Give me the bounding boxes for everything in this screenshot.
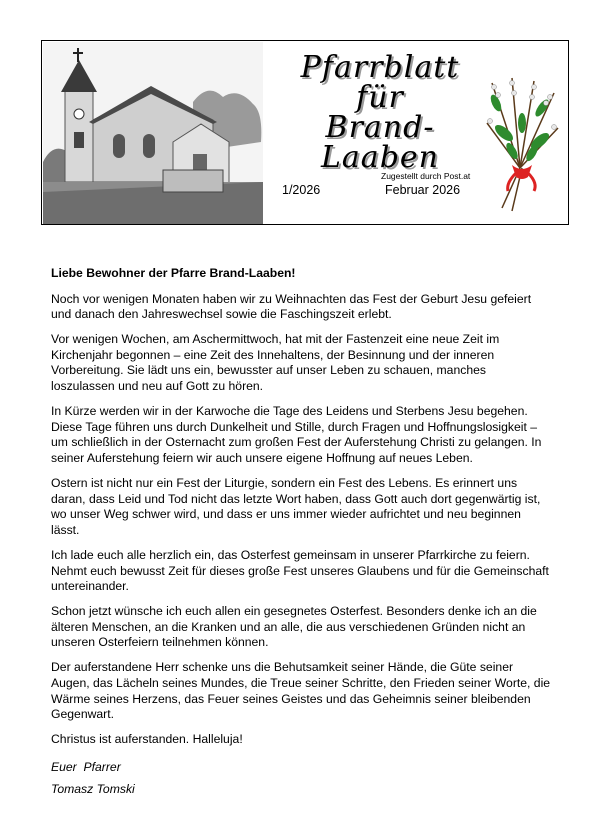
letter-signature: Tomasz Tomski xyxy=(51,782,135,796)
church-photo xyxy=(43,42,263,224)
letter-paragraph: Schon jetzt wünsche ich euch allen ein gesegnetes Osterfest. Besonders denke ich an die älteren Menschen, an die Kranken und an alle, die aus verschiedenen Gründen nicht an unseren Osterfeiern teilnehmen können. xyxy=(51,604,537,650)
letter-greeting: Liebe Bewohner der Pfarre Brand-Laaben! xyxy=(51,266,296,280)
letter-closing: Euer Pfarrer xyxy=(51,760,121,774)
letter-paragraph: Ostern ist nicht nur ein Fest der Liturgie, sondern ein Fest des Lebens. Es erinnert uns daran, dass Leid und Tod nicht das letzte Wort haben, dass Gott auch dort gegenwärtig ist, wo unser Weg schwer wird, und dass er uns immer wieder aufrichtet und neu beginnen lässt. xyxy=(51,476,541,537)
title-line-2: für xyxy=(356,80,404,115)
letter-paragraph: Ich lade euch alle herzlich ein, das Osterfest gemeinsam in unserer Pfarrkirche zu feiern. Nehmt euch bewusst Zeit für dieses große Fest unseres Glaubens und für die Gemeinschaft untereinander. xyxy=(51,547,549,594)
letter-paragraph: Der auferstandene Herr schenke uns die Behutsamkeit seiner Hände, die Güte seiner Augen, das Lächeln seines Mundes, die Treue seiner Schritte, den Frieden seiner Worte, die Wärme seines Herzens, das Feuer seines Geistes und das Geheimnis seiner bleibenden Gegenwart. xyxy=(51,660,551,722)
letter-paragraph: Noch vor wenigen Monaten haben wir zu Weihnachten das Fest der Geburt Jesu gefeiert und danach den Jahreswechsel sowie die Faschingszeit erlebt. xyxy=(51,291,532,322)
delivery-note: Zugestellt durch Post.at xyxy=(381,171,471,181)
newsletter-title xyxy=(270,50,490,175)
palm-bouquet-illustration xyxy=(482,73,562,213)
letter-paragraph: In Kürze werden wir in der Karwoche die Tage des Leidens und Sterbens Jesu begehen. Diese Tage führen uns durch Dunkelheit und Stille, durch Fragen und Hoffnungslosigkeit – um schließlich in der Osternacht zum großen Fest der Auferstehung Christi zu gelangen. In seiner Auferstehung feiern wir auch unsere eigene Hoffnung auf neues Leben. xyxy=(51,404,542,465)
letter-paragraph: Christus ist auferstanden. Halleluja! xyxy=(51,732,243,747)
letter-paragraph: Vor wenigen Wochen, am Aschermittwoch, hat mit der Fastenzeit eine neue Zeit im Kirchenjahr begonnen – eine Zeit des Innehaltens, der Besinnung und der inneren Vorbereitung. Sie lädt uns ein, bewusster auf unser Leben zu schauen, manches loszulassen und neu auf Gott zu hören. xyxy=(51,332,500,394)
issue-number: 1/2026 xyxy=(282,183,321,197)
issue-date: Februar 2026 xyxy=(385,183,461,197)
title-line-3: Brand-Laaben xyxy=(321,110,439,175)
title-line-1: Pfarrblatt xyxy=(300,50,460,85)
letter-body xyxy=(51,266,551,757)
newsletter-header xyxy=(41,40,569,225)
